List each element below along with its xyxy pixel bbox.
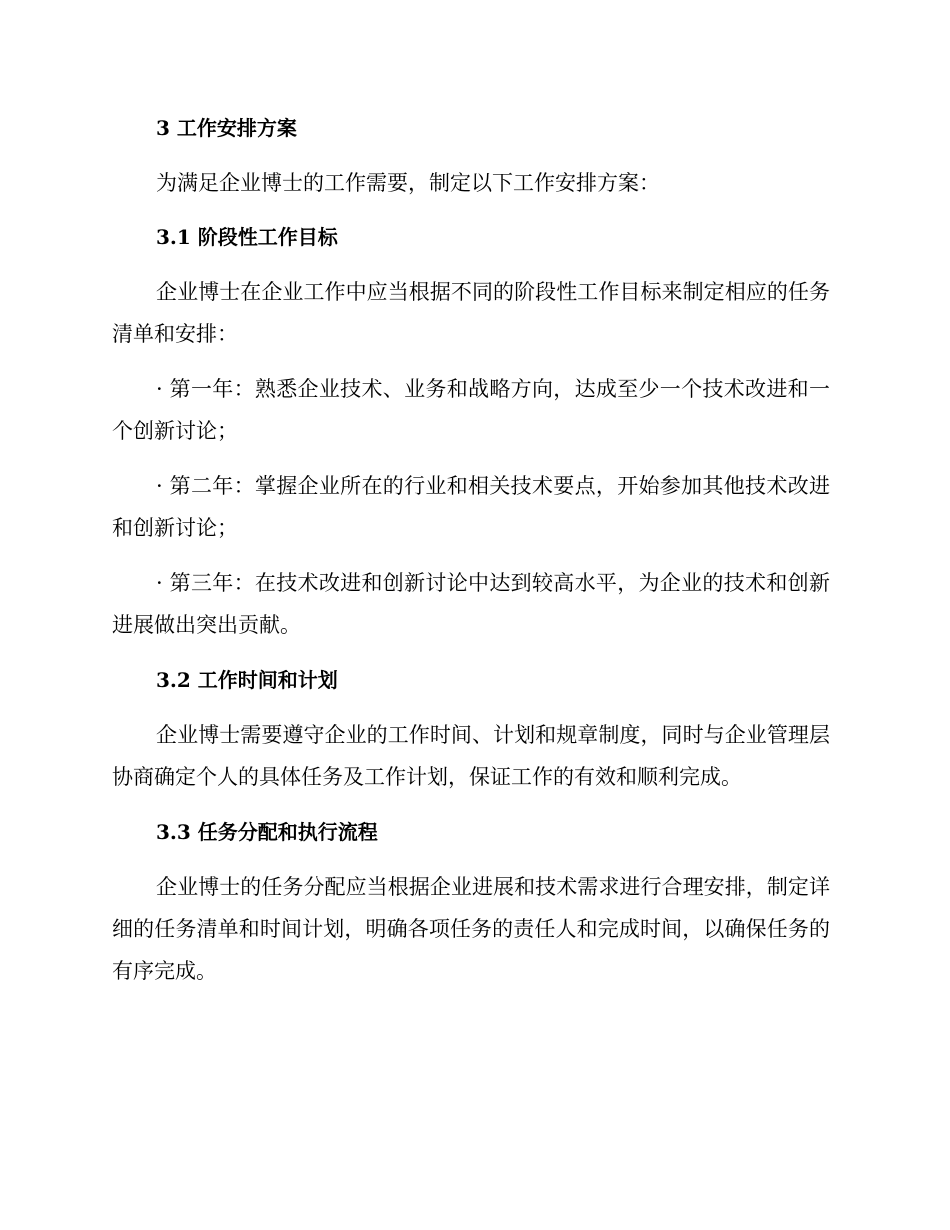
section-3-3-heading: 3.3 任务分配和执行流程 xyxy=(156,820,378,844)
section-3-2-heading: 3.2 工作时间和计划 xyxy=(156,668,338,692)
section-3-1-intro: 企业博士在企业工作中应当根据不同的阶段性工作目标来制定相应的任务清单和安排： xyxy=(112,280,830,346)
year-1-item: · 第一年：熟悉企业技术、业务和战略方向，达成至少一个技术改进和一个创新讨论； xyxy=(112,377,830,443)
section-3-heading: 3 工作安排方案 xyxy=(156,116,297,140)
section-3-3-body: 企业博士的任务分配应当根据企业进展和技术需求进行合理安排，制定详细的任务清单和时间计划，明确各项任务的责任人和完成时间，以确保任务的有序完成。 xyxy=(112,875,830,983)
year-3-item: · 第三年：在技术改进和创新讨论中达到较高水平，为企业的技术和创新进展做出突出贡献。 xyxy=(112,571,830,637)
year-2-item: · 第二年：掌握企业所在的行业和相关技术要点，开始参加其他技术改进和创新讨论； xyxy=(112,474,830,540)
section-3-2-body: 企业博士需要遵守企业的工作时间、计划和规章制度，同时与企业管理层协商确定个人的具体任务及工作计划，保证工作的有效和顺利完成。 xyxy=(112,723,830,789)
section-3-intro: 为满足企业博士的工作需要，制定以下工作安排方案： xyxy=(156,171,660,195)
section-3-1-heading: 3.1 阶段性工作目标 xyxy=(156,225,338,249)
